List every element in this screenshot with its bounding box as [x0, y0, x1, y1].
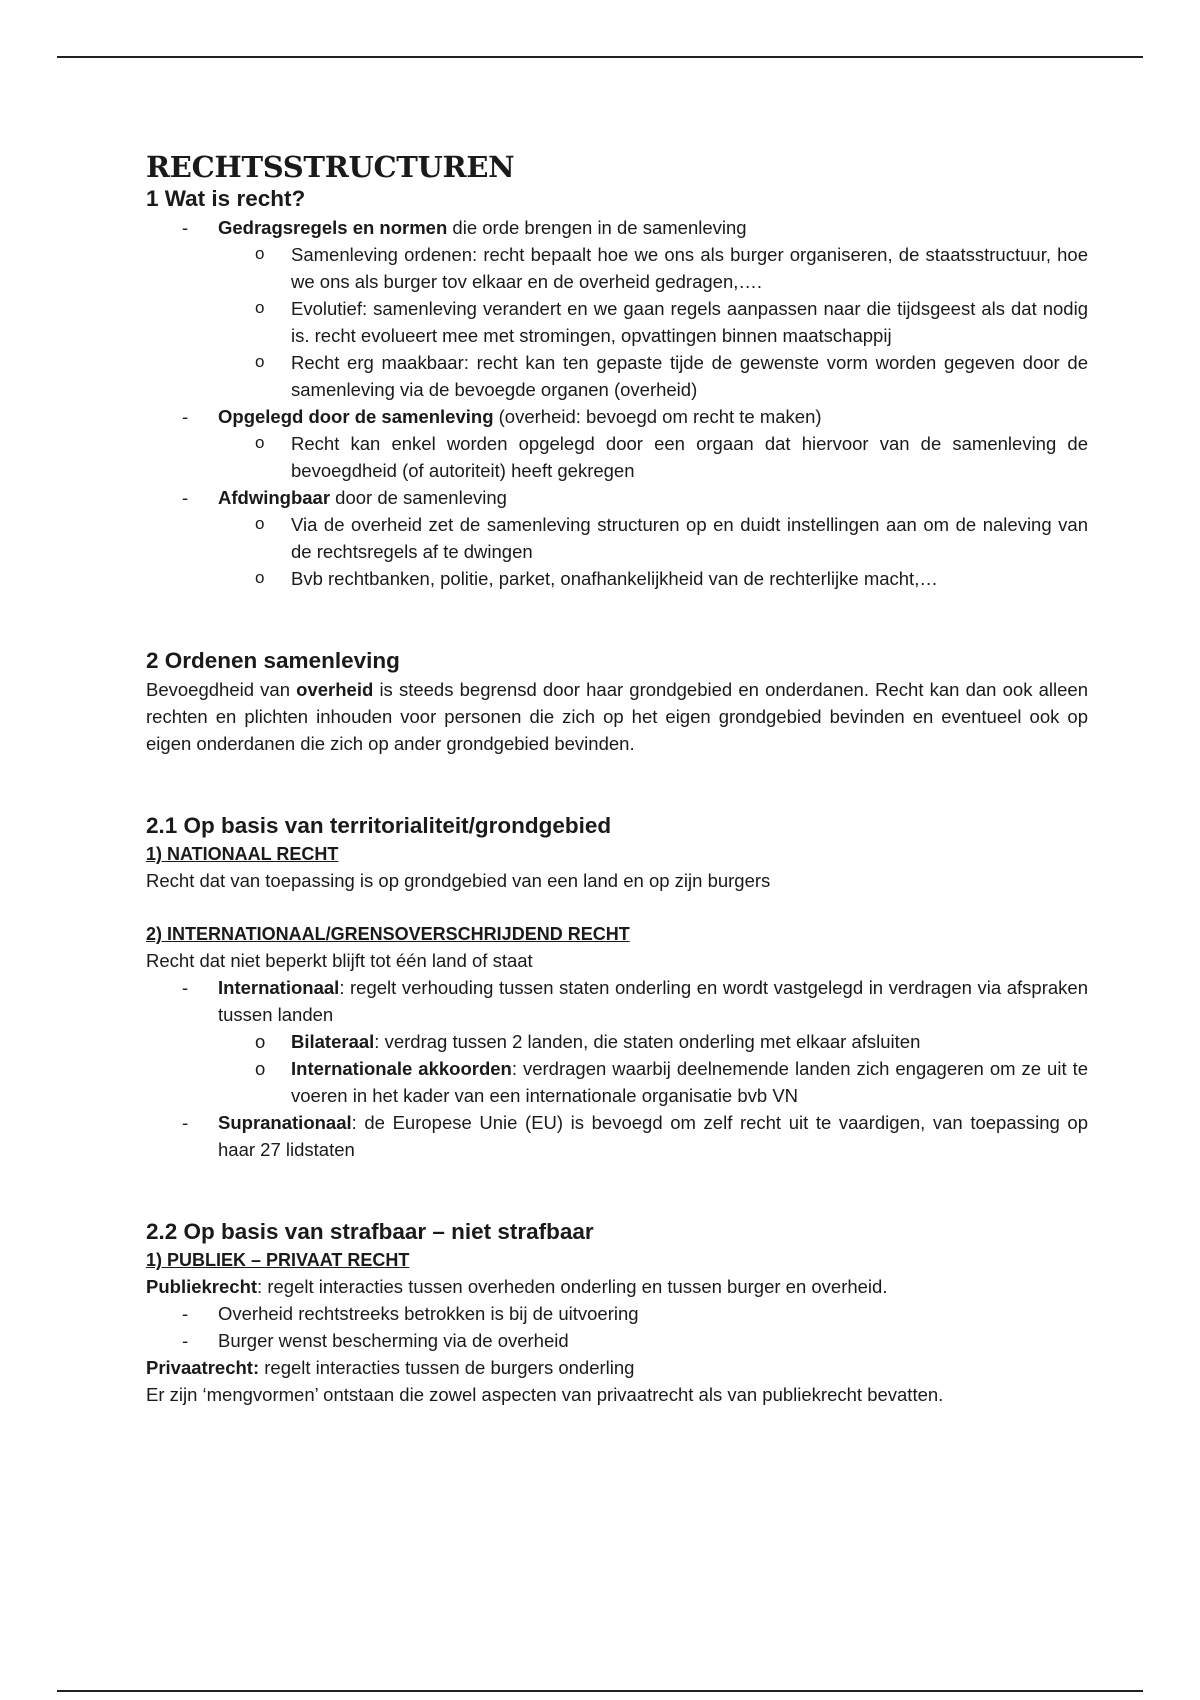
paragraph-bold: Publiekrecht: [146, 1276, 258, 1297]
sub-list-item-text: : verdragen waarbij deelnemende landen zich engageren om ze uit te voeren in het kader van een internationale organisatie bvb VN: [291, 1058, 1088, 1106]
sub-list-item: [291, 1055, 1088, 1109]
list-item-bold: Opgelegd door de samenleving: [218, 406, 494, 427]
list-item-text: : regelt verhouding tussen staten onderling en wordt vastgelegd in verdragen via afspraken tussen landen: [218, 977, 1088, 1025]
list-item: [218, 974, 1088, 1109]
list-item: [218, 484, 1088, 592]
section-2-1-list: [146, 974, 1088, 1163]
list-item: [218, 403, 1088, 484]
sub-list-item: o Bvb rechtbanken, politie, parket, onafhankelijkheid van de rechterlijke macht,…: [291, 565, 1088, 592]
sub-list-item: [291, 1028, 1088, 1055]
sub-list-item-text: : verdrag tussen 2 landen, die staten onderling met elkaar afsluiten: [374, 1031, 921, 1052]
list-item-text: : de Europese Unie (EU) is bevoegd om zelf recht uit te vaardigen, van toepassing op haar 27 lidstaten: [218, 1112, 1088, 1160]
publiekrecht-list: [146, 1300, 1088, 1354]
footer-rule: [57, 1690, 1143, 1692]
sub-list: [218, 1028, 1088, 1109]
list-item-bold: Internationaal: [218, 977, 340, 998]
list-item: - Overheid rechtstreeks betrokken is bij de uitvoering: [218, 1300, 1088, 1327]
list-item: - Burger wenst bescherming via de overheid: [218, 1327, 1088, 1354]
paragraph-bold: Privaatrecht:: [146, 1357, 260, 1378]
list-item: [218, 1109, 1088, 1163]
paragraph-text: Bevoegdheid van: [146, 679, 297, 700]
privaatrecht-paragraph: [146, 1354, 1088, 1381]
paragraph-text: regelt interacties tussen de burgers onderling: [259, 1357, 635, 1378]
list-item-text: door de samenleving: [330, 487, 507, 508]
sub-list: [218, 511, 1088, 592]
section-1-list: [146, 214, 1088, 592]
sub-list: [218, 430, 1088, 484]
subheading-nationaal-recht: 1) NATIONAAL RECHT: [146, 844, 339, 864]
subheading-internationaal-recht: 2) INTERNATIONAAL/GRENSOVERSCHRIJDEND RECHT: [146, 924, 630, 944]
nationaal-recht-text: Recht dat van toepassing is op grondgebied van een land en op zijn burgers: [146, 870, 771, 891]
sub-list-item: o Recht erg maakbaar: recht kan ten gepaste tijde de gewenste vorm worden gegeven door de samenleving via de bevoegde organen (overheid): [291, 349, 1088, 403]
subheading-publiek-privaat: 1) PUBLIEK – PRIVAAT RECHT: [146, 1250, 410, 1270]
publiekrecht-paragraph: [146, 1273, 1088, 1300]
section-1-heading: 1 Wat is recht?: [146, 186, 306, 211]
sub-list-item: o Recht kan enkel worden opgelegd door een orgaan dat hiervoor van de samenleving de bevoegdheid (of autoriteit) heeft gekregen: [291, 430, 1088, 484]
closing-paragraph: Er zijn ‘mengvormen’ ontstaan die zowel aspecten van privaatrecht als van publiekrecht bevatten.: [146, 1384, 944, 1405]
section-2-paragraph: [146, 676, 1088, 757]
list-item-bold: Afdwingbaar: [218, 487, 331, 508]
document-title: RECHTSSTRUCTUREN: [146, 150, 515, 184]
list-item-text: (overheid: bevoegd om recht te maken): [493, 406, 822, 427]
internationaal-recht-text: Recht dat niet beperkt blijft tot één land of staat: [146, 950, 533, 971]
paragraph-text: : regelt interacties tussen overheden onderling en tussen burger en overheid.: [257, 1276, 888, 1297]
header-rule: [57, 56, 1143, 58]
list-item-bold: Supranationaal: [218, 1112, 352, 1133]
document-page: [146, 150, 1088, 1408]
sub-list-item: o Evolutief: samenleving verandert en we gaan regels aanpassen naar die tijdsgeest als dat nodig is. recht evolueert mee met stromingen, opvattingen binnen maatschappij: [291, 295, 1088, 349]
sub-list-item: o Via de overheid zet de samenleving structuren op en duidt instellingen aan om de naleving van de rechtsregels af te dwingen: [291, 511, 1088, 565]
list-item: [218, 214, 1088, 403]
section-2-heading: 2 Ordenen samenleving: [146, 648, 400, 673]
section-2-1-heading: 2.1 Op basis van territorialiteit/grondgebied: [146, 813, 612, 838]
paragraph-bold: overheid: [296, 679, 374, 700]
paragraph-text: is steeds begrensd door haar grondgebied en onderdanen. Recht kan dan ook alleen rechten en plichten inhouden voor personen die zich op het eigen grondgebied bevinden en eventueel ook op eigen onderdanen die zich op ander grondgebied bevinden.: [146, 679, 1088, 754]
list-item-bold: Gedragsregels en normen: [218, 217, 448, 238]
sub-list-item: o Samenleving ordenen: recht bepaalt hoe we ons als burger organiseren, de staatsstructuur, hoe we ons als burger tov elkaar en de overheid gedragen,….: [291, 241, 1088, 295]
section-2-2-heading: 2.2 Op basis van strafbaar – niet strafbaar: [146, 1219, 594, 1244]
sub-list-item-bold: Internationale akkoorden: [291, 1058, 512, 1079]
list-item-text: die orde brengen in de samenleving: [447, 217, 747, 238]
sub-list-item-bold: Bilateraal: [291, 1031, 375, 1052]
sub-list: [218, 241, 1088, 403]
